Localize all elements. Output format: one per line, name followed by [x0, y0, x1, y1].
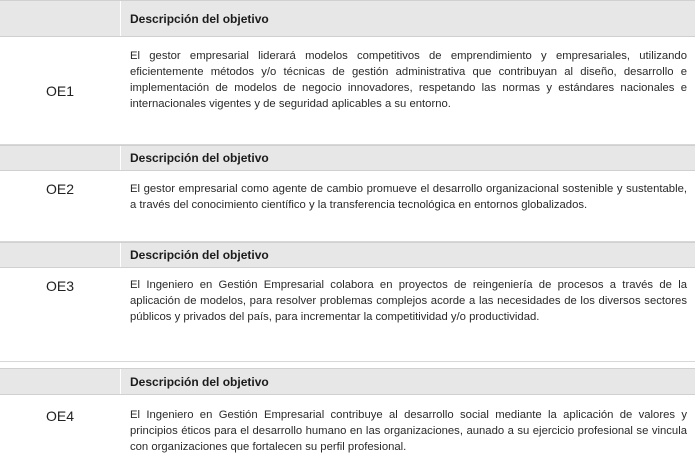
header-label: Descripción del objetivo: [130, 248, 269, 262]
objective-row: [0, 268, 695, 362]
table-header-row: [0, 242, 695, 268]
objective-description: El Ingeniero en Gestión Empresarial contribuye al desarrollo social mediante la aplicación de valores y principios éticos para el desarrollo humano en las organizaciones, aunado a su ejercicio profesional se vincula con organizaciones que fortalecen su perfil profesional.: [130, 409, 687, 453]
objective-description: El gestor empresarial liderará modelos competitivos de emprendimiento y empresariales, utilizando eficientemente métodos y/o técnicas de gestión administrativa que contribuyan al diseño, desarrollo e implementación de modelos de negocio innovadores, respetando las normas y estándares nacionales e internacionales vigentes y de seguridad aplicables a su entorno.: [130, 50, 687, 110]
header-label: Descripción del objetivo: [130, 11, 269, 26]
header-blank-cell: [0, 146, 121, 170]
objective-code: OE4: [45, 408, 74, 424]
objective-row: [0, 171, 695, 242]
objective-code: OE3: [45, 278, 74, 294]
header-blank-cell: [0, 369, 121, 394]
objective-description: El Ingeniero en Gestión Empresarial colabora en proyectos de reingeniería de procesos a través de la aplicación de modelos, para resolver problemas complejos acorde a las necesidades de los diversos sectores públicos y privados del país, para incrementar la competitividad y/o productividad.: [130, 279, 687, 323]
objective-row: [0, 395, 695, 463]
header-blank-cell: [0, 1, 121, 36]
objective-code: OE2: [45, 181, 74, 197]
header-label: Descripción del objetivo: [130, 151, 269, 165]
table-header-row: [0, 368, 695, 395]
table-header-row: [0, 145, 695, 171]
objective-code: OE1: [45, 83, 74, 99]
header-blank-cell: [0, 243, 121, 267]
header-label: Descripción del objetivo: [130, 374, 269, 389]
objective-description: El gestor empresarial como agente de cambio promueve el desarrollo organizacional sostenible y sustentable, a través del conocimiento científico y la transferencia tecnológica en entornos globalizados.: [130, 183, 687, 211]
table-header-row: [0, 0, 695, 37]
objective-row: [0, 37, 695, 145]
